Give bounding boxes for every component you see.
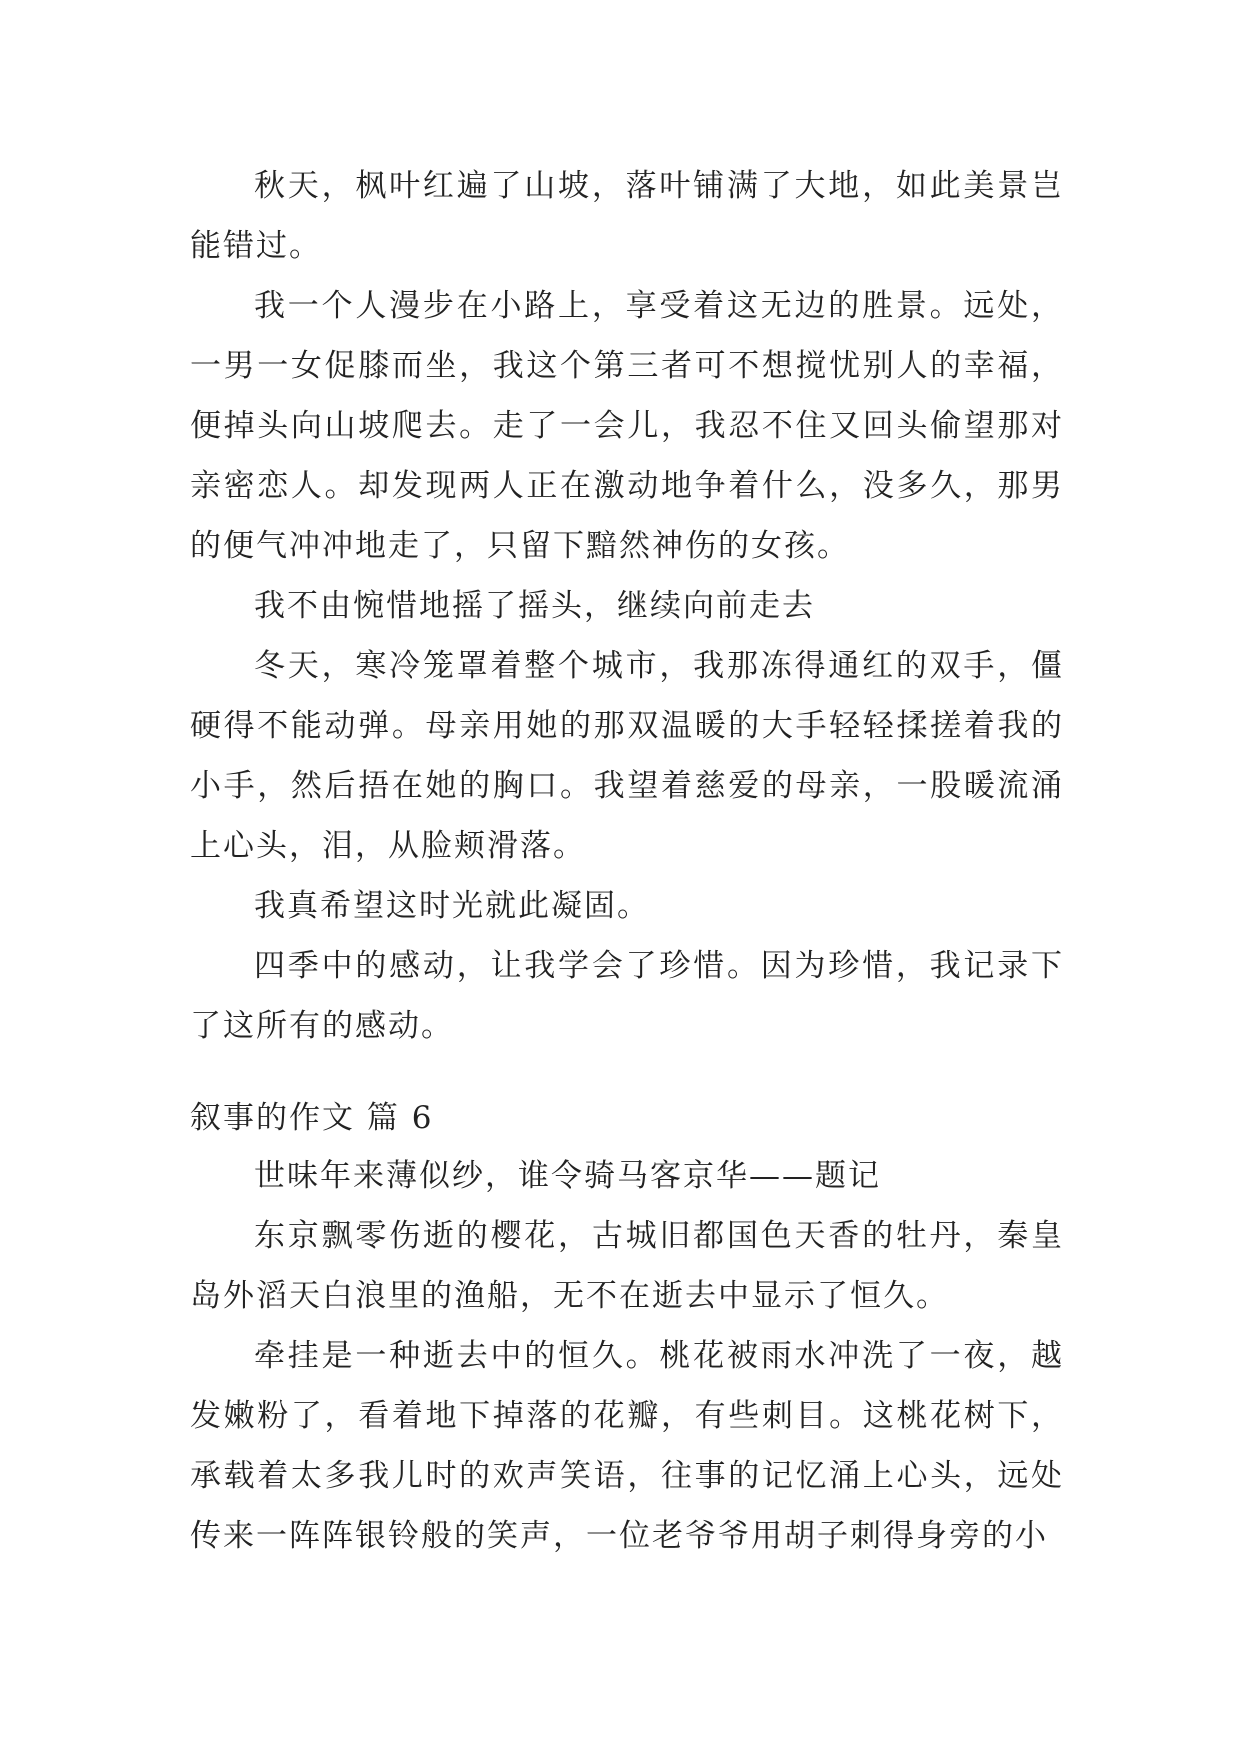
paragraph: 冬天，寒冷笼罩着整个城市，我那冻得通红的双手，僵硬得不能动弹。母亲用她的那双温暖的大手轻轻揉搓着我的小手，然后捂在她的胸口。我望着慈爱的母亲，一股暖流涌上心头，泪，从脸颊滑落。	[190, 648, 1064, 864]
paragraph: 我一个人漫步在小路上，享受着这无边的胜景。远处，一男一女促膝而坐，我这个第三者可不想搅忧别人的幸福，便掉头向山坡爬去。走了一会儿，我忍不住又回头偷望那对亲密恋人。却发现两人正在激动地争着什么，没多久，那男的便气冲冲地走了，只留下黯然神伤的女孩。	[190, 288, 1064, 564]
paragraph: 我不由惋惜地摇了摇头，继续向前走去	[254, 588, 815, 624]
paragraph: 我真希望这时光就此凝固。	[254, 888, 650, 924]
paragraph: 世味年来薄似纱，谁令骑马客京华——题记	[254, 1158, 881, 1194]
section-title: 叙事的作文 篇 6	[190, 1100, 434, 1136]
paragraph: 牵挂是一种逝去中的恒久。桃花被雨水冲洗了一夜，越发嫩粉了，看着地下掉落的花瓣，有些刺目。这桃花树下，承载着太多我儿时的欢声笑语，往事的记忆涌上心头，远处传来一阵阵银铃般的笑声，一位老爷爷用胡子刺得身旁的小	[190, 1338, 1064, 1554]
essay-body-top	[190, 156, 1064, 1056]
essay-body-bottom	[190, 1146, 1064, 1566]
paragraph: 秋天，枫叶红遍了山坡，落叶铺满了大地，如此美景岂能错过。	[190, 168, 1064, 264]
paragraph: 东京飘零伤逝的樱花，古城旧都国色天香的牡丹，秦皇岛外滔天白浪里的渔船，无不在逝去中显示了恒久。	[190, 1218, 1064, 1314]
paragraph: 四季中的感动，让我学会了珍惜。因为珍惜，我记录下了这所有的感动。	[190, 948, 1064, 1044]
